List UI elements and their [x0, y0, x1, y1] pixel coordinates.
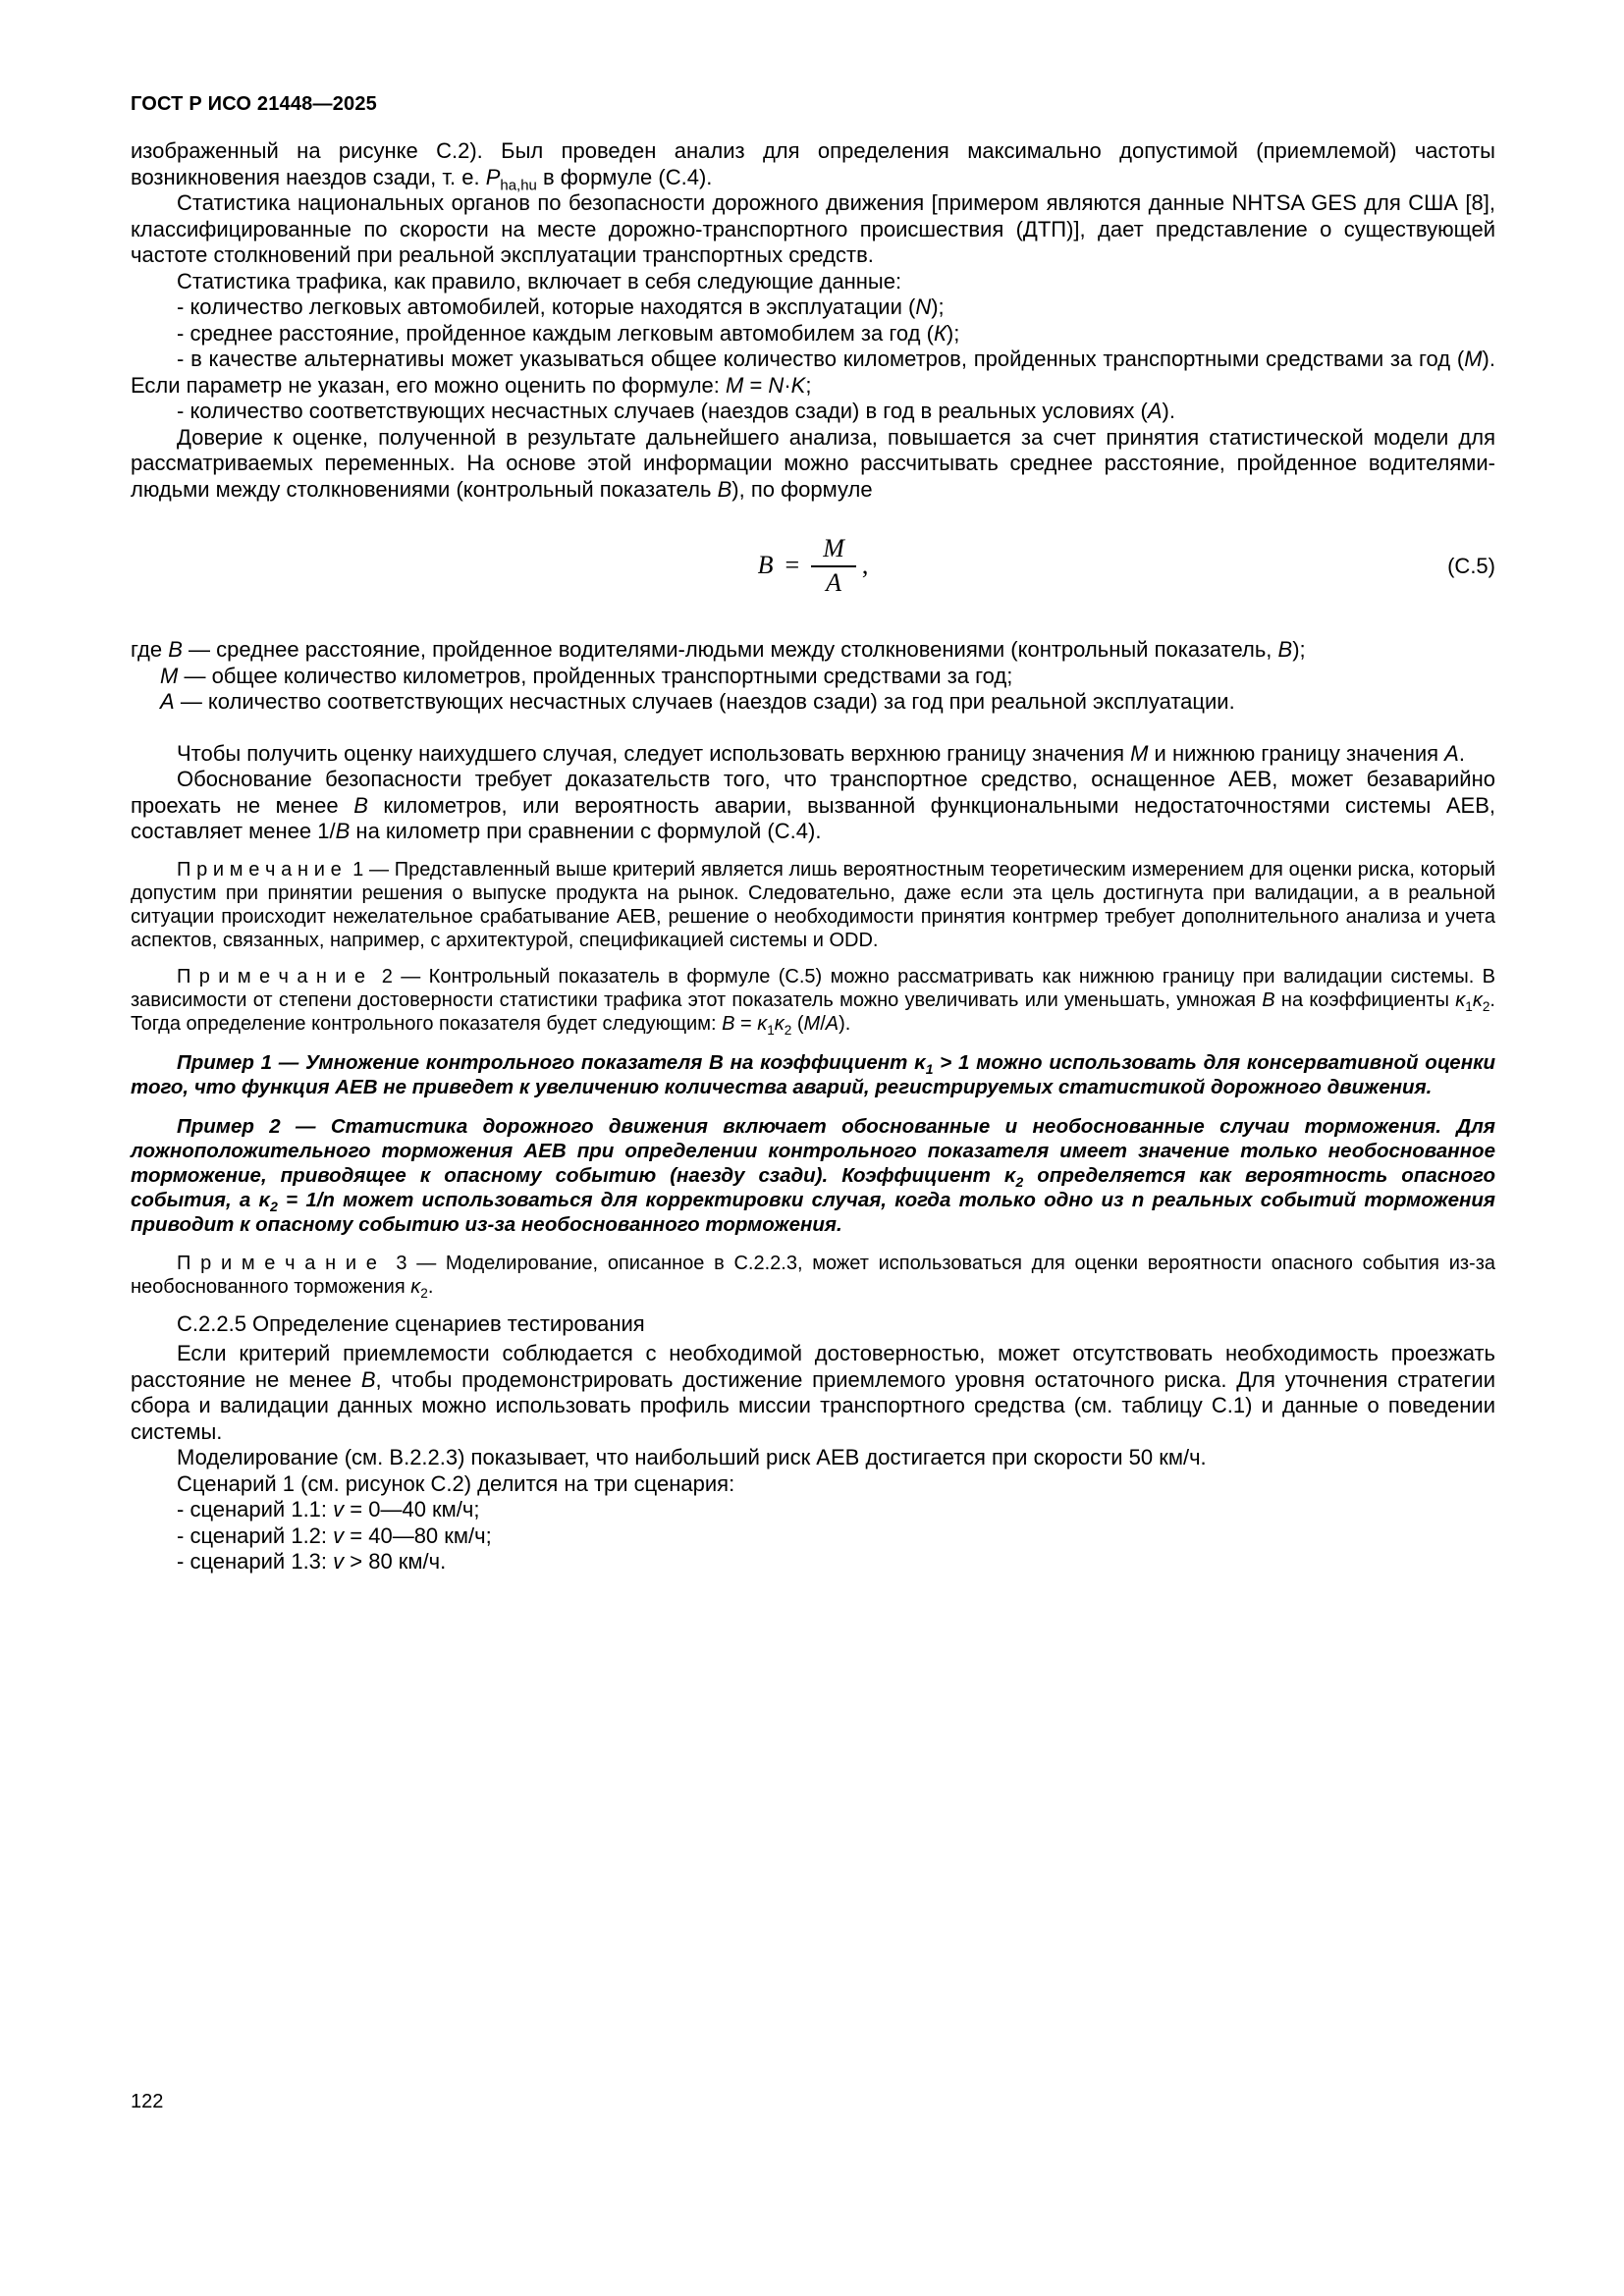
- text-segment: Если критерий приемлемости соблюдается с необходимой достоверностью, может отсутствовать необходимость проезжать расстояние не менее: [131, 1341, 1495, 1392]
- paragraph: [131, 1471, 1495, 1498]
- text-segment: v: [333, 1522, 345, 1548]
- text-segment: Доверие к оценке, полученной в результате дальнейшего анализа, повышается за счет принятия статистической модели для рассматриваемых переменных. На основе этой информации можно рассчитывать среднее расстояние, пройденное водителями-людьми между столкновениями (контрольный показатель: [131, 424, 1495, 502]
- document-body: [131, 138, 1495, 1575]
- text-segment: - сценарий 1.2:: [177, 1522, 334, 1548]
- where-term: А: [160, 689, 175, 714]
- fraction-denominator: A: [826, 567, 841, 597]
- text-segment: А: [1147, 399, 1163, 423]
- text-segment: В: [1262, 988, 1275, 1011]
- text-segment: κ: [757, 1012, 768, 1035]
- equals-sign: =: [785, 551, 800, 580]
- text-segment: - сценарий 1.3:: [177, 1549, 334, 1574]
- text-segment: М: [1130, 740, 1149, 766]
- note: [131, 965, 1495, 1036]
- subscript-text: 2: [1482, 998, 1490, 1014]
- text-segment: , чтобы продемонстрировать достижение приемлемого уровня остаточного риска. Для уточнения стратегии сбора и валидации данных можно использовать профиль миссии транспортного средства (см. таблицу С.1) и данные о поведении системы.: [131, 1366, 1495, 1444]
- text-segment: ).: [839, 1012, 851, 1035]
- text-segment: В: [353, 792, 368, 818]
- text-segment: N: [915, 294, 932, 319]
- text-segment: P: [485, 164, 501, 189]
- text-segment: M: [803, 1012, 821, 1035]
- list-item: [131, 1497, 1495, 1523]
- text-segment: κ: [774, 1012, 785, 1035]
- where-term: М: [160, 663, 179, 688]
- text-segment: . Тогда определение контрольного показателя будет следующим:: [131, 988, 1495, 1035]
- text-segment: ), по формуле: [731, 476, 873, 502]
- equation-number: (С.5): [1447, 553, 1495, 578]
- where-item: [131, 637, 1495, 664]
- text-segment: );: [1292, 637, 1306, 662]
- text-segment: (: [791, 1012, 804, 1035]
- example: [131, 1114, 1495, 1237]
- text-segment: С.2.2.5 Определение сценариев тестирования: [177, 1310, 645, 1336]
- text-segment: B: [722, 1012, 735, 1035]
- text-segment: В: [1277, 637, 1293, 662]
- paragraph: [131, 767, 1495, 845]
- paragraph: [131, 741, 1495, 768]
- paragraph: [131, 269, 1495, 295]
- text-segment: - в качестве альтернативы может указываться общее количество километров, пройденных транспортными средствами за год (: [177, 347, 1465, 371]
- text-segment: Чтобы получить оценку наихудшего случая, следует использовать верхнюю границу значения: [177, 740, 1131, 766]
- text-segment: );: [931, 294, 945, 319]
- text-segment: В: [717, 476, 732, 502]
- text-segment: на коэффициенты: [1274, 988, 1456, 1011]
- text-segment: κ: [410, 1275, 421, 1298]
- formula-comma: ,: [861, 551, 869, 580]
- text-segment: κ: [1472, 988, 1483, 1011]
- list-item: [131, 294, 1495, 321]
- equation: [758, 536, 869, 596]
- text-segment: М: [1464, 347, 1483, 371]
- text-segment: = 40—80 км/ч;: [344, 1522, 492, 1548]
- subscript-text: 1: [1465, 998, 1473, 1014]
- paragraph: [131, 425, 1495, 504]
- text-segment: ).: [1162, 399, 1175, 423]
- text-segment: = 0—40 км/ч;: [344, 1497, 480, 1522]
- text-segment: /: [820, 1012, 826, 1035]
- text-segment: - количество соответствующих несчастных случаев (наездов сзади) в год в реальных условиях (: [177, 399, 1148, 423]
- text-segment: - сценарий 1.1:: [177, 1497, 334, 1522]
- list-item: [131, 1549, 1495, 1575]
- paragraph: [131, 138, 1495, 193]
- text-segment: — общее количество километров, пройденных транспортными средствами за год;: [184, 663, 1013, 688]
- where-item: [131, 689, 1495, 716]
- text-segment: M: [726, 372, 744, 398]
- text-segment: > 80 км/ч.: [344, 1549, 447, 1574]
- list-item: [131, 347, 1495, 399]
- text-segment: Пример 2 — Статистика дорожного движения включает обоснованные и необоснованные случаи торможения. Для ложноположительного торможения AEB при определении контрольного показателя имеет значение только необоснованное торможение, приводящее к опасному событию (наезду сзади). Коэффициент: [131, 1114, 1495, 1187]
- text-segment: Пример 1 — Умножение контрольного показателя В на коэффициент: [177, 1050, 915, 1074]
- text-segment: v: [333, 1497, 345, 1522]
- text-segment: изображенный на рисунке С.2). Был проведен анализ для определения максимально допустимой (приемлемой) частоты возникновения наездов сзади, т. е.: [131, 138, 1495, 189]
- text-segment: .: [1458, 740, 1465, 766]
- text-segment: А: [1444, 740, 1459, 766]
- text-segment: — среднее расстояние, пройденное водителями-людьми между столкновениями (контрольный показатель,: [189, 637, 1278, 662]
- subscript-text: 1: [767, 1022, 775, 1038]
- text-segment: на километр при сравнении с формулой (С.4).: [350, 819, 822, 843]
- where-term: В: [168, 637, 183, 662]
- text-segment: v: [333, 1549, 345, 1574]
- subscript-text: 2: [420, 1285, 428, 1301]
- text-segment: =: [743, 372, 769, 398]
- formula-lhs: B: [757, 551, 774, 580]
- fraction: [811, 536, 856, 596]
- paragraph: [131, 190, 1495, 269]
- note: [131, 1252, 1495, 1299]
- text-segment: определяется как вероятность опасного события, а: [131, 1163, 1495, 1211]
- text-segment: Обоснование безопасности требует доказательств того, что транспортное средство, оснащенное AEB, может безаварийно проехать не менее: [131, 767, 1495, 818]
- where-lead: где: [131, 637, 169, 662]
- subscript-text: ha,hu: [500, 176, 537, 193]
- text-segment: A: [825, 1012, 839, 1035]
- text-segment: К: [933, 320, 947, 346]
- subscript-text: 1: [925, 1060, 934, 1077]
- text-segment: ·: [784, 372, 791, 398]
- text-segment: K: [790, 372, 806, 398]
- fraction-numerator: M: [811, 536, 856, 567]
- text-segment: П р и м е ч а н и е 1 — Представленный выше критерий является лишь вероятностным теоретическим измерением для оценки риска, который допустим при принятии решения о выпуске продукта на рынок. Следовательно, даже если эта цель достигнута при валидации, а в реальной ситуации происходит нежелательное срабатывание AEB, решение о необходимости принятия контрмер требует дополнительного анализа и учета аспектов, связанных, например, с архитектурой, спецификацией системы и ODD.: [131, 858, 1495, 951]
- where-list: [131, 637, 1495, 716]
- text-segment: Сценарий 1 (см. рисунок С.2) делится на три сценария:: [177, 1470, 735, 1496]
- page-number: 122: [131, 2091, 164, 2112]
- example: [131, 1050, 1495, 1099]
- section-heading: [131, 1311, 1495, 1338]
- text-segment: .: [427, 1275, 434, 1298]
- text-segment: и нижнюю границу значения: [1148, 740, 1445, 766]
- text-segment: — количество соответствующих несчастных случаев (наездов сзади) за год при реальной эксплуатации.: [180, 689, 1235, 714]
- text-segment: > 1 можно использовать для консервативной оценки того, что функция AEB не приведет к увеличению количества аварий, регистрируемых статистикой дорожного движения.: [131, 1050, 1495, 1098]
- paragraph: [131, 1341, 1495, 1445]
- text-segment: N: [768, 372, 785, 398]
- text-segment: километров, или вероятность аварии, вызванной функциональными недостаточностями системы AEB, составляет менее 1/: [131, 792, 1495, 843]
- text-segment: П р и м е ч а н и е 3 — Моделирование, описанное в С.2.2.3, может использоваться для оценки вероятности опасного события из-за необоснованного торможения: [131, 1252, 1495, 1298]
- text-segment: - среднее расстояние, пройденное каждым легковым автомобилем за год (: [177, 320, 934, 346]
- text-segment: Моделирование (см. В.2.2.3) показывает, что наибольший риск AEB достигается при скорости 50 км/ч.: [177, 1445, 1207, 1469]
- list-item: [131, 399, 1495, 425]
- text-segment: );: [946, 320, 960, 346]
- text-segment: Статистика национальных органов по безопасности дорожного движения [примером являются данные NHTSA GES для США [8], классифицированные по скорости на месте дорожно-транспортного происшествия (ДТП)], дает представление о существующей частоте столкновений при реальной эксплуатации транспортных средств.: [131, 190, 1495, 267]
- text-segment: - количество легковых автомобилей, которые находятся в эксплуатации (: [177, 294, 916, 319]
- text-segment: ). Если параметр не указан, его можно оценить по формуле:: [131, 347, 1495, 398]
- paragraph: [131, 1445, 1495, 1471]
- subscript-text: 2: [1015, 1173, 1024, 1190]
- where-item: [131, 664, 1495, 690]
- text-segment: κ: [1003, 1163, 1016, 1187]
- text-segment: П р и м е ч а н и е 2 — Контрольный показатель в формуле (С.5) можно рассматривать как нижнюю границу при валидации системы. В зависимости от степени достоверности статистики трафика этот показатель можно увеличивать или уменьшать, умножая: [131, 965, 1495, 1011]
- text-segment: κ: [1455, 988, 1466, 1011]
- note: [131, 858, 1495, 952]
- text-segment: ;: [805, 372, 812, 398]
- text-segment: В: [335, 819, 351, 843]
- text-segment: В: [360, 1366, 376, 1392]
- list-item: [131, 321, 1495, 347]
- formula: [131, 536, 1495, 596]
- text-segment: =: [734, 1012, 758, 1035]
- text-segment: Статистика трафика, как правило, включает в себя следующие данные:: [177, 268, 902, 294]
- document-designation: ГОСТ Р ИСО 21448—2025: [131, 93, 377, 115]
- list-item: [131, 1523, 1495, 1550]
- text-segment: = 1/n может использоваться для корректировки случая, когда только одно из n реальных событий торможения приводит к опасному событию из-за необоснованного торможения.: [131, 1188, 1495, 1236]
- subscript-text: 2: [270, 1198, 278, 1214]
- text-segment: в формуле (С.4).: [536, 164, 713, 189]
- text-segment: κ: [258, 1188, 271, 1211]
- subscript-text: 2: [784, 1022, 792, 1038]
- text-segment: κ: [914, 1050, 926, 1074]
